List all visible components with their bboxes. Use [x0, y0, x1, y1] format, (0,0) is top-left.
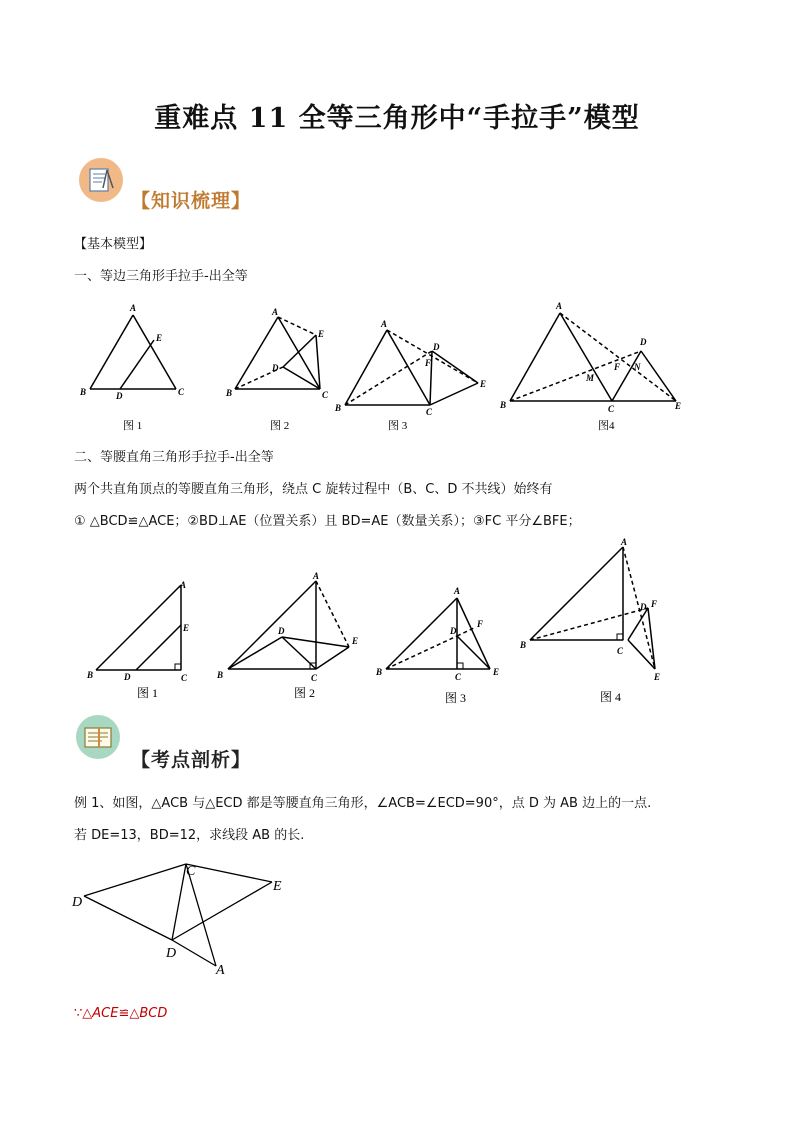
- svg-text:C: C: [311, 673, 318, 683]
- svg-text:E: E: [156, 333, 163, 343]
- svg-text:图 3: 图 3: [388, 420, 408, 432]
- svg-text:C: C: [178, 387, 185, 397]
- svg-text:图 3: 图 3: [445, 691, 467, 705]
- svg-text:E: E: [675, 401, 682, 411]
- svg-text:图 1: 图 1: [123, 420, 143, 432]
- analysis-badge-icon: [76, 715, 120, 759]
- svg-text:C: C: [608, 404, 615, 414]
- example-problem-line1: 例 1、如图，△ACB 与△ECD 都是等腰直角三角形，∠ACB=∠ECD=90°，点 D 为 AB 边上的一点.: [74, 796, 652, 811]
- svg-text:C: C: [617, 646, 624, 656]
- svg-text:B: B: [87, 670, 94, 680]
- svg-text:A: A: [381, 319, 388, 329]
- svg-text:A: A: [621, 538, 628, 547]
- model1-title: 一、等边三角形手拉手-出全等: [74, 269, 248, 284]
- svg-text:A: A: [313, 571, 320, 581]
- svg-text:A: A: [556, 301, 563, 311]
- svg-text:A: A: [180, 580, 187, 590]
- model2-figures: [0, 538, 794, 713]
- svg-text:B: B: [217, 670, 224, 680]
- svg-text:E: E: [183, 623, 190, 633]
- svg-text:F: F: [477, 619, 484, 629]
- knowledge-section-header: 【知识梳理】: [131, 190, 252, 212]
- svg-text:D: D: [640, 337, 647, 347]
- svg-text:B: B: [520, 640, 527, 650]
- svg-text:E: E: [493, 667, 500, 677]
- svg-text:D: D: [124, 672, 131, 682]
- svg-text:E: E: [480, 379, 487, 389]
- svg-text:D: D: [272, 363, 279, 373]
- svg-text:F: F: [425, 358, 432, 368]
- svg-text:图 1: 图 1: [137, 686, 159, 700]
- svg-text:D: D: [433, 342, 440, 352]
- model2-properties: ① △BCD≌△ACE；②BD⊥AE（位置关系）且 BD=AE（数量关系）；③FC 平分∠BFE；: [74, 514, 581, 529]
- svg-text:E: E: [273, 879, 282, 894]
- example-figure: [70, 852, 310, 982]
- svg-text:C: C: [181, 673, 188, 683]
- svg-text:D: D: [278, 626, 285, 636]
- svg-text:A: A: [216, 963, 225, 978]
- svg-text:F: F: [651, 599, 658, 609]
- basic-model-heading: 【基本模型】: [74, 237, 153, 252]
- svg-text:A: A: [454, 586, 461, 596]
- svg-text:图 2: 图 2: [270, 420, 290, 432]
- solution-start: ∵△ACE≌△BCD: [74, 1006, 168, 1021]
- svg-text:B: B: [500, 400, 507, 410]
- svg-text:F: F: [614, 362, 621, 372]
- svg-text:D: D: [72, 895, 83, 910]
- svg-text:B: B: [376, 667, 383, 677]
- svg-text:B: B: [335, 403, 342, 413]
- svg-text:B: B: [80, 387, 87, 397]
- svg-text:D: D: [450, 626, 457, 636]
- svg-text:A: A: [272, 307, 279, 317]
- svg-text:D: D: [166, 946, 177, 961]
- svg-text:图 4: 图 4: [600, 690, 622, 704]
- knowledge-badge-icon: [79, 158, 123, 202]
- svg-text:C: C: [322, 390, 329, 400]
- svg-text:D: D: [640, 602, 647, 612]
- svg-text:M: M: [586, 373, 595, 383]
- analysis-section-header: 【考点剖析】: [131, 749, 252, 771]
- svg-text:图 2: 图 2: [294, 686, 316, 700]
- model2-description: 两个共直角顶点的等腰直角三角形，绕点 C 旋转过程中（B、C、D 不共线）始终有: [74, 482, 553, 497]
- svg-text:B: B: [226, 388, 233, 398]
- svg-text:N: N: [634, 362, 641, 372]
- svg-text:C: C: [455, 672, 462, 682]
- model1-figures: [0, 295, 794, 440]
- svg-text:E: E: [352, 636, 359, 646]
- svg-text:D: D: [116, 391, 123, 401]
- page-title: 重难点 11 全等三角形中“手拉手”模型: [154, 103, 640, 134]
- svg-text:C: C: [426, 407, 433, 417]
- example-problem-line2: 若 DE=13，BD=12，求线段 AB 的长.: [74, 828, 305, 843]
- model2-title: 二、等腰直角三角形手拉手-出全等: [74, 450, 274, 465]
- svg-text:A: A: [130, 303, 137, 313]
- svg-text:E: E: [654, 672, 661, 682]
- svg-text:C: C: [186, 864, 196, 879]
- svg-text:E: E: [318, 329, 325, 339]
- svg-text:图4: 图4: [598, 420, 615, 432]
